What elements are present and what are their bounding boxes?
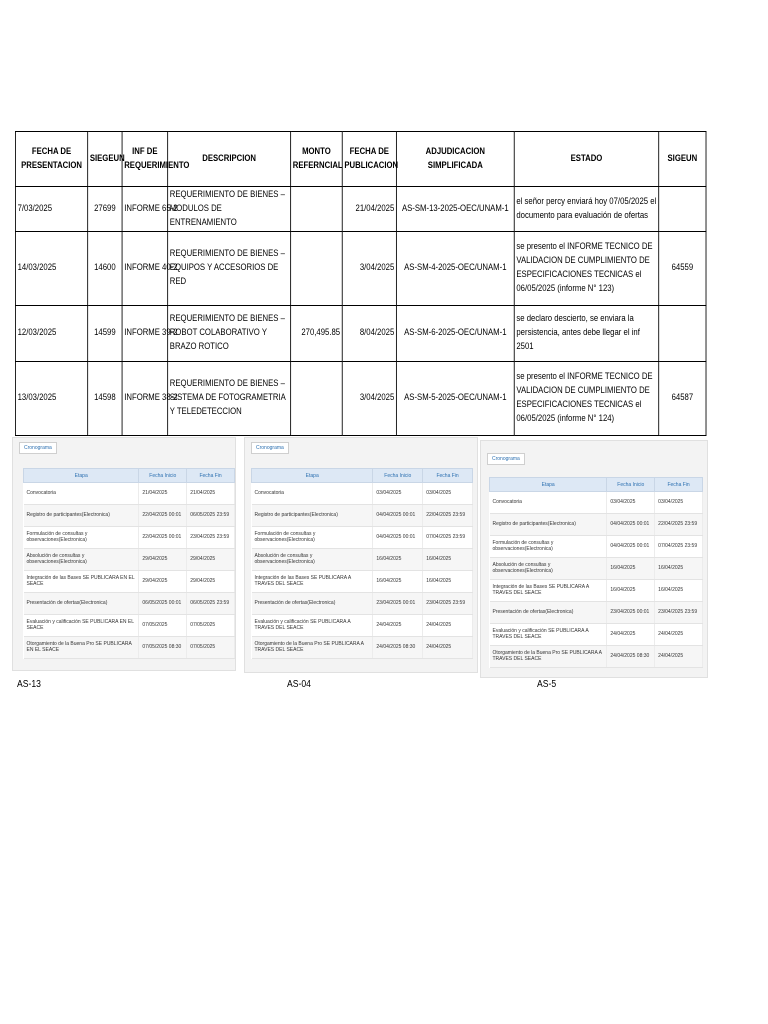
cell-adjudicacion: AS-SM-4-2025-OEC/UNAM-1 (396, 231, 514, 305)
cell-descripcion: REQUERIMIENTO DE BIENES – EQUIPOS Y ACCESORIOS DE RED (168, 231, 291, 305)
cronograma-cell-fin: 29/04/2025 (187, 571, 235, 593)
cell-inf: INFORME 40-2 (122, 231, 168, 305)
cell-estado: el señor percy enviará hoy 07/05/2025 el documento para evaluación de ofertas (514, 187, 658, 232)
cell-estado: se declaro descierto, se enviara la persistencia, antes debe llegar el inf 2501 (514, 305, 658, 361)
cronograma-header-fin: Fecha Fin (655, 478, 703, 492)
table-row (490, 558, 703, 580)
cronograma-header-row (252, 469, 473, 483)
cronograma-cell-fin: 07/05/2025 (187, 615, 235, 637)
cronograma-as5 (480, 440, 708, 678)
cell-siegeun: 14600 (88, 231, 122, 305)
table-row (24, 637, 235, 659)
cronograma-cell-etapa: Absolución de consultas y observaciones(Electronica) (24, 549, 139, 571)
table-row (252, 505, 473, 527)
cronograma-cell-etapa: Integración de las Bases SE PUBLICARA EN EL SEACE (24, 571, 139, 593)
cell-fecha: 13/03/2025 (15, 361, 87, 435)
cell-fecha: 14/03/2025 (15, 231, 87, 305)
cronograma-cell-fin: 24/04/2025 (655, 624, 703, 646)
cell-monto (291, 361, 343, 435)
cronograma-header-inicio: Fecha Inicio (373, 469, 423, 483)
table-row (490, 646, 703, 668)
cronograma-cell-fin: 16/04/2025 (423, 571, 473, 593)
cronograma-cell-inicio: 29/04/2025 (139, 571, 187, 593)
cell-sigeun (659, 305, 706, 361)
cronograma-cell-etapa: Otorgamiento de la Buena Pro SE PUBLICARA A TRAVES DEL SEACE (490, 646, 607, 668)
cronograma-cell-inicio: 16/04/2025 (607, 558, 655, 580)
cronograma-as04 (244, 437, 478, 673)
cell-publicacion: 8/04/2025 (342, 305, 396, 361)
cronograma-cell-fin: 07/04/2025 23:59 (423, 527, 473, 549)
table-row (15, 231, 706, 305)
table-row (252, 571, 473, 593)
cronograma-cell-etapa: Convocatoria (490, 492, 607, 514)
cronograma-cell-fin: 23/04/2025 23:59 (187, 527, 235, 549)
cronograma-cell-etapa: Convocatoria (252, 483, 373, 505)
cronograma-cell-etapa: Absolución de consultas y observaciones(Electronica) (490, 558, 607, 580)
cronograma-cell-fin: 16/04/2025 (655, 580, 703, 602)
cell-adjudicacion: AS-SM-6-2025-OEC/UNAM-1 (396, 305, 514, 361)
caption-as5: AS-5 (537, 679, 557, 690)
header-siegeun: SIEGEUN (88, 132, 122, 187)
table-row (490, 536, 703, 558)
caption-as04: AS-04 (287, 679, 311, 690)
cell-adjudicacion: AS-SM-5-2025-OEC/UNAM-1 (396, 361, 514, 435)
cronograma-cell-etapa: Integración de las Bases SE PUBLICARA A TRAVES DEL SEACE (490, 580, 607, 602)
cronograma-header-row (490, 478, 703, 492)
cronograma-cell-fin: 24/04/2025 (423, 615, 473, 637)
cronograma-header-inicio: Fecha Inicio (607, 478, 655, 492)
cronograma-tab[interactable]: Cronograma (251, 442, 289, 454)
header-sigeun: SIGEUN (659, 132, 706, 187)
cronograma-cell-fin: 06/05/2025 23:59 (187, 505, 235, 527)
cronograma-cell-etapa: Presentación de ofertas(Electronica) (24, 593, 139, 615)
cell-monto (291, 231, 343, 305)
cronograma-cell-inicio: 04/04/2025 00:01 (607, 514, 655, 536)
table-row (252, 593, 473, 615)
cell-inf: INFORME 38-2 (122, 361, 168, 435)
cronograma-cell-inicio: 24/04/2025 08:30 (607, 646, 655, 668)
table-row (24, 593, 235, 615)
cronograma-cell-fin: 22/04/2025 23:59 (423, 505, 473, 527)
cronograma-cell-etapa: Formulación de consultas y observaciones(Electronica) (24, 527, 139, 549)
header-adjudicacion: ADJUDICACION SIMPLIFICADA (396, 132, 514, 187)
cell-publicacion: 3/04/2025 (342, 231, 396, 305)
cronograma-cell-inicio: 06/05/2025 00:01 (139, 593, 187, 615)
cronograma-cell-inicio: 22/04/2025 00:01 (139, 505, 187, 527)
cronograma-cell-etapa: Evaluación y calificación SE PUBLICARA A TRAVES DEL SEACE (252, 615, 373, 637)
cronograma-cell-etapa: Otorgamiento de la Buena Pro SE PUBLICARA EN EL SEACE (24, 637, 139, 659)
cronograma-cell-etapa: Registro de participantes(Electronica) (490, 514, 607, 536)
header-fecha-presentacion: FECHA DE PRESENTACION (15, 132, 87, 187)
cronograma-cell-fin: 06/05/2025 23:59 (187, 593, 235, 615)
table-row (252, 527, 473, 549)
cronograma-cell-inicio: 16/04/2025 (607, 580, 655, 602)
table-header-row (15, 132, 706, 187)
cronograma-cell-fin: 03/04/2025 (423, 483, 473, 505)
cronograma-cell-inicio: 29/04/2025 (139, 549, 187, 571)
table-row (490, 492, 703, 514)
cronograma-cell-inicio: 23/04/2025 00:01 (373, 593, 423, 615)
table-row (15, 305, 706, 361)
cronograma-cell-inicio: 23/04/2025 00:01 (607, 602, 655, 624)
header-descripcion: DESCRIPCION (168, 132, 291, 187)
cronograma-cell-fin: 07/05/2025 (187, 637, 235, 659)
cronograma-cell-fin: 24/04/2025 (423, 637, 473, 659)
cronograma-cell-etapa: Presentación de ofertas(Electronica) (490, 602, 607, 624)
cell-adjudicacion: AS-SM-13-2025-OEC/UNAM-1 (396, 187, 514, 232)
cronograma-header-row (24, 469, 235, 483)
cronograma-tab[interactable]: Cronograma (487, 453, 525, 465)
cronograma-cell-etapa: Integración de las Bases SE PUBLICARA A TRAVES DEL SEACE (252, 571, 373, 593)
cronograma-cell-inicio: 07/05/2025 08:30 (139, 637, 187, 659)
cronograma-header-fin: Fecha Fin (423, 469, 473, 483)
cronograma-cell-fin: 29/04/2025 (187, 549, 235, 571)
table-row (24, 527, 235, 549)
cronograma-header-etapa: Etapa (24, 469, 139, 483)
header-fecha-publicacion: FECHA DE PUBLICACION (342, 132, 396, 187)
cronograma-cell-inicio: 04/04/2025 00:01 (607, 536, 655, 558)
cronograma-cell-inicio: 03/04/2025 (373, 483, 423, 505)
cronograma-cell-fin: 16/04/2025 (655, 558, 703, 580)
cronograma-cell-inicio: 16/04/2025 (373, 571, 423, 593)
cronograma-table (251, 468, 473, 659)
cronograma-tab[interactable]: Cronograma (19, 442, 57, 454)
cronograma-cell-fin: 07/04/2025 23:59 (655, 536, 703, 558)
cell-fecha: 7/03/2025 (15, 187, 87, 232)
cell-inf: INFORME 39-2 (122, 305, 168, 361)
cronograma-cell-etapa: Evaluación y calificación SE PUBLICARA EN EL SEACE (24, 615, 139, 637)
header-inf-requerimiento: INF DE REQUERIMIENTO (122, 132, 168, 187)
cronograma-header-etapa: Etapa (252, 469, 373, 483)
table-row (252, 615, 473, 637)
cell-estado: se presento el INFORME TECNICO DE VALIDACION DE CUMPLIMIENTO DE ESPECIFICACIONES TECNICAS el 06/05/2025 (informe N° 123) (514, 231, 658, 305)
cronograma-cell-inicio: 24/04/2025 (373, 615, 423, 637)
cronograma-header-etapa: Etapa (490, 478, 607, 492)
cronograma-cell-etapa: Registro de participantes(Electronica) (252, 505, 373, 527)
cell-sigeun: 64587 (659, 361, 706, 435)
header-monto-referencial: MONTO REFERNCIAL (291, 132, 343, 187)
cronograma-cell-inicio: 21/04/2025 (139, 483, 187, 505)
cronograma-cell-fin: 23/04/2025 23:59 (423, 593, 473, 615)
cronograma-cell-inicio: 22/04/2025 00:01 (139, 527, 187, 549)
cronograma-cell-inicio: 24/04/2025 08:30 (373, 637, 423, 659)
cronograma-cell-inicio: 16/04/2025 (373, 549, 423, 571)
cronograma-cell-fin: 22/04/2025 23:59 (655, 514, 703, 536)
cronograma-cell-etapa: Presentación de ofertas(Electronica) (252, 593, 373, 615)
cronograma-cell-inicio: 03/04/2025 (607, 492, 655, 514)
table-row (24, 571, 235, 593)
cronograma-cell-fin: 03/04/2025 (655, 492, 703, 514)
table-row (24, 549, 235, 571)
cronograma-cell-fin: 16/04/2025 (423, 549, 473, 571)
cronograma-cell-inicio: 04/04/2025 00:01 (373, 527, 423, 549)
table-row (15, 187, 706, 232)
cronograma-cell-fin: 24/04/2025 (655, 646, 703, 668)
cell-estado: se presento el INFORME TECNICO DE VALIDACION DE CUMPLIMIENTO DE ESPECIFICACIONES TECNICAS el 06/05/2025 (informe N° 124) (514, 361, 658, 435)
cronograma-cell-etapa: Formulación de consultas y observaciones(Electronica) (252, 527, 373, 549)
table-row (15, 361, 706, 435)
table-row (490, 580, 703, 602)
table-row (24, 505, 235, 527)
cell-publicacion: 21/04/2025 (342, 187, 396, 232)
table-row (252, 549, 473, 571)
table-row (24, 615, 235, 637)
table-row (490, 514, 703, 536)
cell-inf: INFORME 65-2 (122, 187, 168, 232)
table-row (252, 637, 473, 659)
cell-descripcion: REQUERIMIENTO DE BIENES – MODULOS DE ENTRENAMIENTO (168, 187, 291, 232)
cell-fecha: 12/03/2025 (15, 305, 87, 361)
table-row (24, 483, 235, 505)
procurement-table (15, 131, 706, 436)
cronograma-cell-inicio: 24/04/2025 (607, 624, 655, 646)
cell-sigeun (659, 187, 706, 232)
table-row (252, 483, 473, 505)
table-row (490, 602, 703, 624)
cronograma-cell-etapa: Absolución de consultas y observaciones(Electronica) (252, 549, 373, 571)
cronograma-cell-inicio: 04/04/2025 00:01 (373, 505, 423, 527)
table-row (490, 624, 703, 646)
cronograma-as13 (12, 437, 236, 671)
cronograma-cell-etapa: Otorgamiento de la Buena Pro SE PUBLICARA A TRAVES DEL SEACE (252, 637, 373, 659)
cronograma-header-fin: Fecha Fin (187, 469, 235, 483)
cell-siegeun: 14598 (88, 361, 122, 435)
cronograma-cell-inicio: 07/05/2025 (139, 615, 187, 637)
caption-as13: AS-13 (17, 679, 41, 690)
cronograma-cell-etapa: Evaluación y calificación SE PUBLICARA A TRAVES DEL SEACE (490, 624, 607, 646)
cell-sigeun: 64559 (659, 231, 706, 305)
cell-monto (291, 187, 343, 232)
header-estado: ESTADO (514, 132, 658, 187)
cronograma-header-inicio: Fecha Inicio (139, 469, 187, 483)
cronograma-cell-etapa: Convocatoria (24, 483, 139, 505)
cell-descripcion: REQUERIMIENTO DE BIENES – SISTEMA DE FOTOGRAMETRIA Y TELEDETECCION (168, 361, 291, 435)
cronograma-cell-etapa: Formulación de consultas y observaciones(Electronica) (490, 536, 607, 558)
cronograma-table (23, 468, 235, 659)
cell-monto: 270,495.85 (291, 305, 343, 361)
cronograma-cell-fin: 21/04/2025 (187, 483, 235, 505)
cell-publicacion: 3/04/2025 (342, 361, 396, 435)
cell-siegeun: 14599 (88, 305, 122, 361)
cell-siegeun: 27699 (88, 187, 122, 232)
cronograma-cell-etapa: Registro de participantes(Electronica) (24, 505, 139, 527)
cell-descripcion: REQUERIMIENTO DE BIENES – ROBOT COLABORATIVO Y BRAZO ROTICO (168, 305, 291, 361)
cronograma-cell-fin: 23/04/2025 23:59 (655, 602, 703, 624)
cronograma-table (489, 477, 703, 668)
